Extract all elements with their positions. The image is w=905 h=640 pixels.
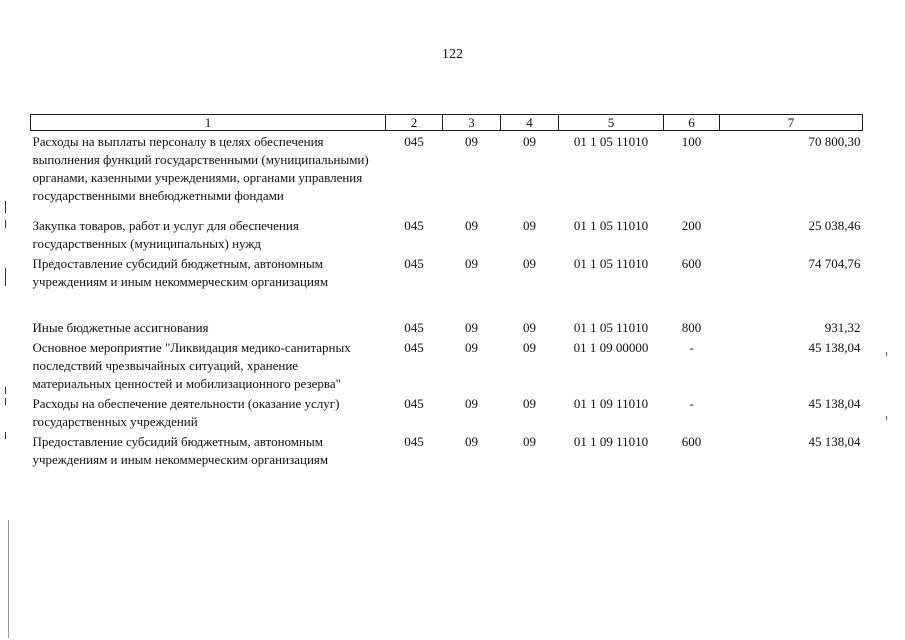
header-cell: 7 — [720, 115, 863, 131]
scan-mark — [5, 268, 6, 286]
row-expense-type: 200 — [681, 218, 702, 233]
row-code: 045 — [404, 134, 424, 149]
header-cell: 6 — [664, 115, 720, 131]
header-cell: 3 — [443, 115, 501, 131]
row-code: 045 — [404, 396, 424, 411]
row-subsection: 09 — [523, 340, 536, 355]
row-name: Предоставление субсидий бюджетным, автономным учреждениям и иным некоммерческим организациям — [32, 256, 329, 289]
row-section: 09 — [465, 340, 478, 355]
row-name: Расходы на обеспечение деятельности (оказание услуг) государственных учреждений — [32, 396, 340, 429]
row-subsection: 09 — [523, 320, 536, 335]
scan-mark — [5, 201, 6, 213]
table-row — [31, 393, 863, 431]
table-row — [31, 131, 863, 206]
header-cell: 5 — [559, 115, 664, 131]
row-amount: 25 038,46 — [808, 218, 861, 233]
row-gap — [31, 291, 863, 317]
row-code: 045 — [404, 218, 424, 233]
row-code: 045 — [404, 256, 424, 271]
row-code: 045 — [404, 434, 424, 449]
row-section: 09 — [465, 396, 478, 411]
scan-mark — [5, 432, 6, 439]
row-subsection: 09 — [523, 134, 536, 149]
header-cell: 2 — [386, 115, 443, 131]
row-target-article: 01 1 05 11010 — [573, 134, 649, 149]
scan-mark — [5, 220, 6, 228]
table-row — [31, 317, 863, 337]
row-target-article: 01 1 05 11010 — [573, 218, 649, 233]
row-amount: 45 138,04 — [808, 434, 861, 449]
row-name: Расходы на выплаты персоналу в целях обеспечения выполнения функций государственными (муниципальными) органами, казенными учреждениями, органами управления государственными внебюджетными фондами — [32, 134, 369, 203]
row-target-article: 01 1 05 11010 — [573, 256, 649, 271]
scan-mark — [886, 352, 887, 356]
page-number: 122 — [442, 47, 463, 62]
header-cell: 4 — [501, 115, 559, 131]
row-gap — [31, 205, 863, 215]
row-section: 09 — [465, 218, 478, 233]
row-expense-type: - — [689, 396, 694, 411]
header-cell: 1 — [31, 115, 386, 131]
scan-mark — [886, 416, 887, 420]
table-row — [31, 431, 863, 469]
row-expense-type: - — [689, 340, 694, 355]
row-section: 09 — [465, 320, 478, 335]
table-row — [31, 253, 863, 291]
row-code: 045 — [404, 340, 424, 355]
row-amount: 931,32 — [824, 320, 861, 335]
row-name: Основное мероприятие "Ликвидация медико-санитарных последствий чрезвычайных ситуаций, хранение материальных ценностей и мобилизационного резерва" — [32, 340, 351, 391]
row-subsection: 09 — [523, 256, 536, 271]
row-expense-type: 600 — [681, 256, 702, 271]
row-expense-type: 100 — [681, 134, 702, 149]
row-target-article: 01 1 09 00000 — [573, 340, 649, 355]
table-row — [31, 215, 863, 253]
row-expense-type: 800 — [681, 320, 702, 335]
row-amount: 45 138,04 — [808, 340, 861, 355]
row-amount: 70 800,30 — [808, 134, 861, 149]
row-target-article: 01 1 05 11010 — [573, 320, 649, 335]
row-target-article: 01 1 09 11010 — [573, 396, 649, 411]
row-name: Предоставление субсидий бюджетным, автономным учреждениям и иным некоммерческим организациям — [32, 434, 329, 467]
row-name: Иные бюджетные ассигнования — [32, 320, 209, 335]
budget-table — [30, 114, 863, 469]
row-amount: 74 704,76 — [808, 256, 861, 271]
table-row — [31, 337, 863, 393]
row-name: Закупка товаров, работ и услуг для обеспечения государственных (муниципальных) нужд — [32, 218, 299, 251]
scan-mark — [5, 387, 6, 394]
row-subsection: 09 — [523, 434, 536, 449]
row-expense-type: 600 — [681, 434, 702, 449]
row-subsection: 09 — [523, 396, 536, 411]
header-row — [31, 115, 863, 131]
row-amount: 45 138,04 — [808, 396, 861, 411]
row-section: 09 — [465, 134, 478, 149]
scan-mark — [5, 398, 6, 405]
row-code: 045 — [404, 320, 424, 335]
row-subsection: 09 — [523, 218, 536, 233]
scan-edge — [8, 520, 9, 638]
row-target-article: 01 1 09 11010 — [573, 434, 649, 449]
row-section: 09 — [465, 434, 478, 449]
row-section: 09 — [465, 256, 478, 271]
